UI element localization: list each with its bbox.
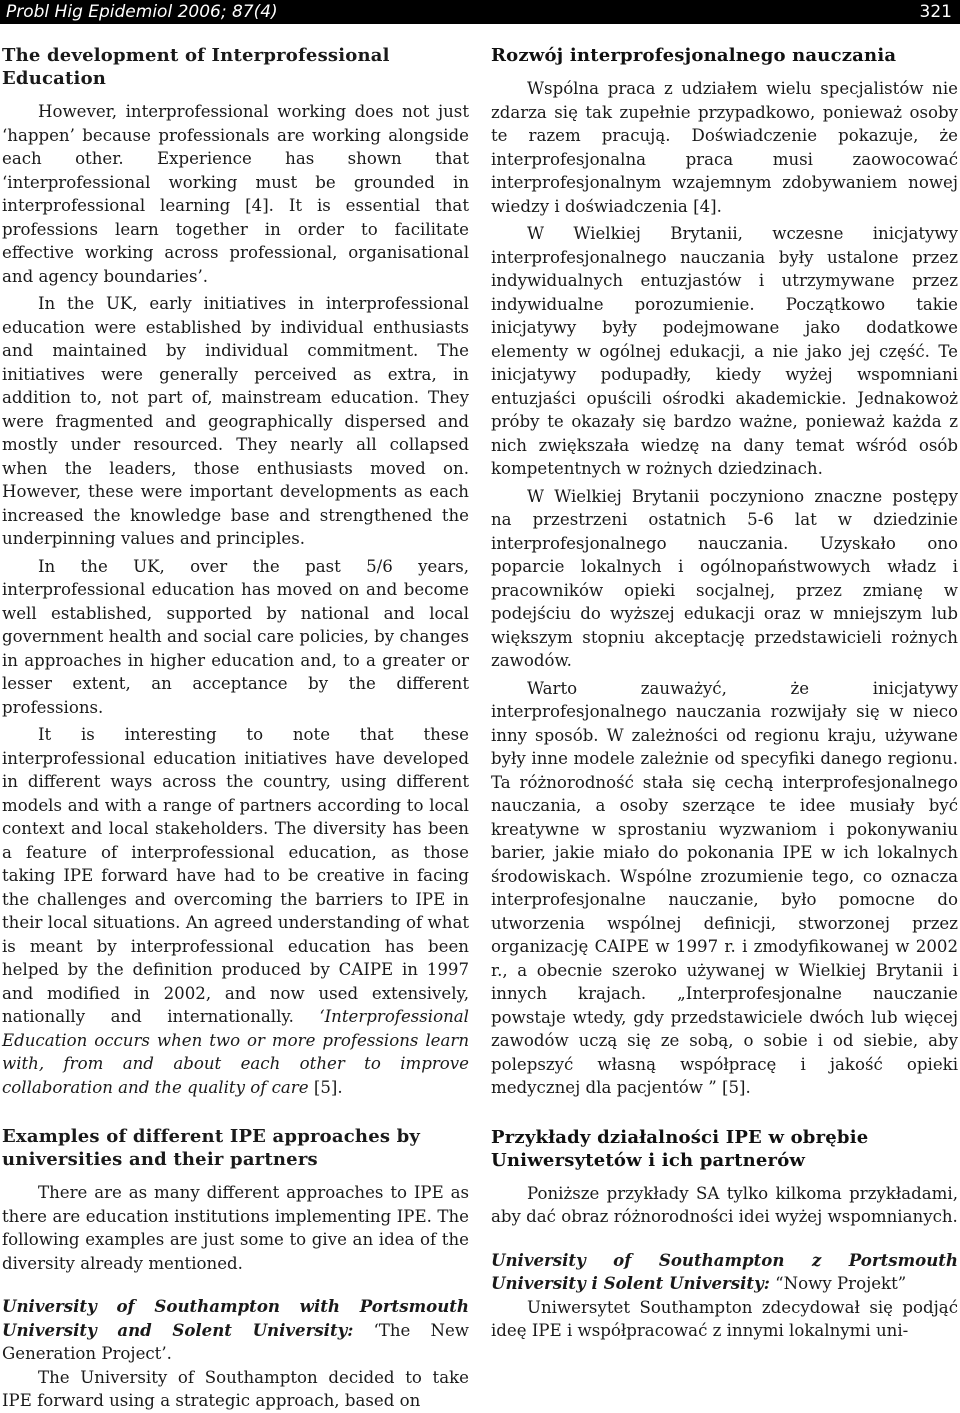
spacer (2, 1279, 469, 1295)
subsection-heading-southampton-pl (491, 1249, 958, 1296)
spacer (491, 1233, 958, 1249)
journal-header-bar (0, 0, 960, 24)
paragraph: In the UK, early initiatives in interprofessional education were established by individual enthusiasts and maintained by individual commitment. The initiatives were generally perceived as extra, in addition to, not part of, mainstream education. They were fragmented and geographically dispersed and mostly under resourced. They nearly all collapsed when the leaders, those enthusiasts moved on. However, these were important developments as each increased the knowledge base and strengthened the underpinning values and principles. (2, 294, 469, 548)
caipe-definition-quote: ‘Interprofessional Education occurs when two or more professions learn with, from and about each other to improve collaboration and the quality of care (2, 1007, 469, 1097)
page-number: 321 (919, 2, 952, 22)
paragraph-text: It is interesting to note that these interprofessional education initiatives have developed in different ways across the country, using different models and with a range of partners according to local context and local stakeholders. The diversity has been a feature of interprofessional education, as those taking IPE forward have had to be creative in facing the challenges and overcoming the barriers to IPE in their local situations. An agreed understanding of what is meant by interprofessional education has been helped by the definition produced by CAIPE in 1997 and modified in 2002, and now used extensively, nationally and internationally. (2, 725, 469, 1026)
paragraph: W Wielkiej Brytanii, wczesne inicjatywy interprofesjonalnego nauczania były ustalone przez indywidualnych entuzjastów i utrzymywane przez indywidualne porozumienie. Początkowo takie inicjatywy były podejmowane jako dodatkowe elementy w ogólnej edukacji, a nie jako jej część. Te inicjatywy podupadły, kiedy wyżej wspomniani entuzjaści opuścili ośrodki akademickie. Jednakowoż próby te okazały się bardzo ważne, ponieważ każda z nich zwiększała wiedzę na dany temat wśród osób kompetentnych w rożnych dziedzinach. (491, 224, 958, 478)
paragraph: Uniwersytet Southampton zdecydował się podjąć ideę IPE i współpracować z innymi lokalnymi uni- (491, 1297, 958, 1340)
paragraph: The University of Southampton decided to take IPE forward using a strategic approach, based on (2, 1367, 469, 1410)
spacer (491, 1104, 958, 1120)
paragraph: Poniższe przykłady SA tylko kilkoma przykładami, aby dać obraz różnorodności idei wyżej wspomnianych. (491, 1183, 958, 1226)
english-column (2, 38, 469, 1410)
paragraph: In the UK, over the past 5/6 years, interprofessional education has moved on and become well established, supported by national and local government health and social care policies, by changes in approaches in higher education and, to a greater or lesser extent, an acceptance by the different professions. (2, 556, 469, 717)
subsection-project: ‘The New Generation Project’. (2, 1320, 469, 1363)
section-heading-development: The development of Interprofessional Education (2, 45, 390, 89)
section-heading-rozwoj: Rozwój interprofesjonalnego nauczania (491, 45, 897, 66)
subsection-title: University of Southampton z Portsmouth University i Solent University: (491, 1249, 958, 1293)
reference: [5]. (308, 1077, 343, 1097)
journal-citation: Probl Hig Epidemiol 2006; 87(4) (6, 2, 278, 22)
spacer (2, 1103, 469, 1119)
subsection-title: University of Southampton with Portsmouth University and Solent University: (2, 1296, 469, 1340)
paragraph: W Wielkiej Brytanii poczyniono znaczne postępy na przestrzeni ostatnich 5-6 lat w dziedzinie interprofesjonalnego nauczania. Uzyskało ono poparcie lokalnych i ogólnopaństwowych władz i pracowników opieki socjalnej, przez zmianę w podejściu do wyższej edukacji oraz w mniejszym lub większym stopniu akceptację przedstawicieli rożnych zawodów. (491, 486, 958, 670)
subsection-heading-southampton (2, 1295, 469, 1366)
paragraph: There are as many different approaches to IPE as there are education institutions implementing IPE. The following examples are just some to give an idea of the diversity already mentioned. (2, 1183, 469, 1273)
section-heading-examples: Examples of different IPE approaches by universities and their partners (2, 1126, 421, 1170)
paragraph: However, interprofessional working does not just ‘happen’ because professionals are working alongside each other. Experience has shown that ‘interprofessional working must be grounded in interprofessional learning [4]. It is essential that professions learn together in order to facilitate effective working across professional, organisational and agency boundaries’. (2, 102, 469, 286)
subsection-project: “Nowy Projekt” (769, 1274, 907, 1293)
paragraph-with-definition (2, 723, 469, 1099)
section-heading-przyklady: Przykłady działalności IPE w obrębie Uniwersytetów i ich partnerów (491, 1126, 869, 1171)
paragraph: Wspólna praca z udziałem wielu specjalistów nie zdarza się tak zupełnie przypadkowo, ponieważ osoby te razem pracują. Doświadczenie pokazuje, że interprofesjonalna praca musi zaowocować interprofesjonalnym wzajemnym zdobywaniem nowej wiedzy i doświadczenia [4]. (491, 79, 958, 216)
polish-column (491, 38, 958, 1400)
paragraph: Warto zauważyć, że inicjatywy interprofesjonalnego nauczania rozwijały się w nieco inny sposób. W zależności od regionu kraju, używane były inne modele zależnie od specyfiki danego regionu. Ta różnorodność stała się cechą interprofesjonalnego nauczania, a osoby szerzące te idee musiały być kreatywne w sprostaniu wyzwaniom i pokonywaniu barier, jakie miało do pokonania IPE w ich lokalnych środowiskach. Wspólne zrozumienie tego, co oznacza interprofesjonalne nauczanie, było pomocne do utworzenia wspólnej definicji, stworzonej przez organizację CAIPE w 1997 r. i zmodyfikowanej w 2002 r., a obecnie szeroko używanej w Wielkiej Brytanii i innych krajach. „Interprofesjonalne nauczanie powstaje wtedy, gdy przedstawiciele dwóch lub więcej zawodów uczą się ze sobą, o sobie i od siebie, aby polepszyć własną współpracę i jakość opieki medycznej dla pacjentów ” [5]. (491, 678, 958, 1097)
